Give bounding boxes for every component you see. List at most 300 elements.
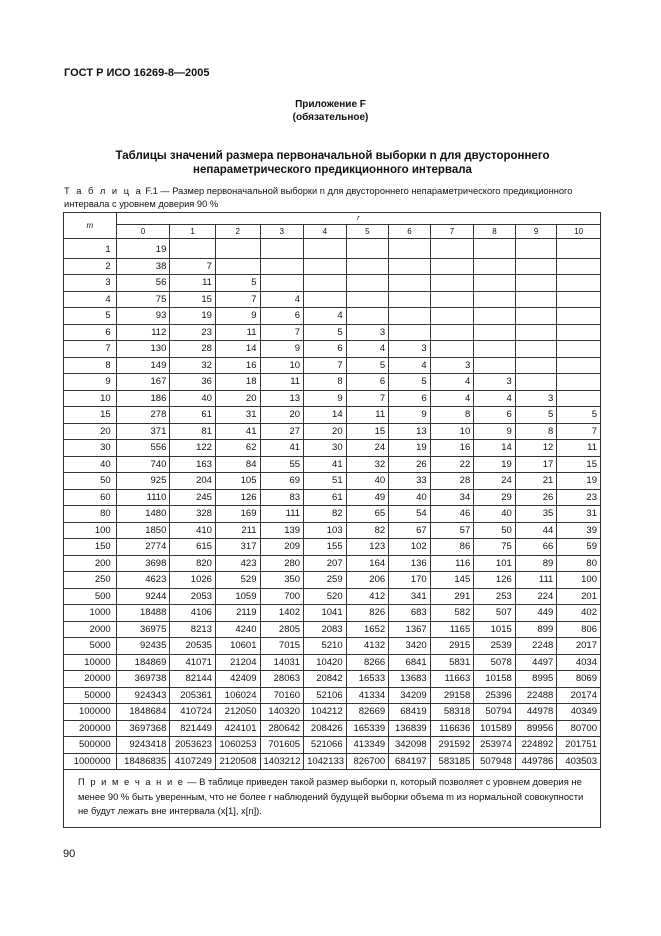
table-cell: 165339 xyxy=(346,720,389,737)
table-cell: 10 xyxy=(260,357,304,374)
table-cell: 4497 xyxy=(515,654,557,671)
table-row xyxy=(64,621,601,638)
section-title-line-1: Таблицы значений размера первоначальной выборки n для двустороннего xyxy=(115,150,550,162)
table-cell: 449 xyxy=(515,605,557,622)
table-cell: 92435 xyxy=(116,638,170,655)
table-cell: 341 xyxy=(389,588,431,605)
table-cell: 4106 xyxy=(170,605,216,622)
table-cell: 4 xyxy=(430,390,474,407)
table-cell xyxy=(474,291,516,308)
table-cell: 280642 xyxy=(260,720,304,737)
table-cell: 6 xyxy=(389,390,431,407)
table-cell xyxy=(346,239,389,259)
table-cell xyxy=(557,341,601,358)
table-cell xyxy=(557,239,601,259)
table-cell: 104212 xyxy=(304,704,347,721)
table-cell: 126 xyxy=(474,572,516,589)
row-label-m: 2 xyxy=(64,258,117,275)
column-header: 5 xyxy=(346,225,389,239)
table-cell: 4 xyxy=(389,357,431,374)
row-label-m: 80 xyxy=(64,506,117,523)
table-cell: 89 xyxy=(515,555,557,572)
table-cell: 93 xyxy=(116,308,170,325)
table-cell: 11 xyxy=(346,407,389,424)
table-cell: 35 xyxy=(515,506,557,523)
table-cell xyxy=(515,341,557,358)
table-cell: 3698 xyxy=(116,555,170,572)
table-cell: 683 xyxy=(389,605,431,622)
table-cell: 328 xyxy=(170,506,216,523)
row-label-m: 250 xyxy=(64,572,117,589)
caption-text: F.1 — Размер первоначальной выборки n для двустороннего непараметрического предикционного интервала с уровнем доверия 90 % xyxy=(64,186,573,209)
table-cell: 259 xyxy=(304,572,347,589)
table-cell: 130 xyxy=(116,341,170,358)
table-cell xyxy=(346,258,389,275)
row-label-m: 9 xyxy=(64,374,117,391)
table-cell: 116 xyxy=(430,555,474,572)
table-cell: 15 xyxy=(557,456,601,473)
table-cell: 170 xyxy=(389,572,431,589)
table-cell: 899 xyxy=(515,621,557,638)
table-cell: 449786 xyxy=(515,753,557,770)
table-cell: 82669 xyxy=(346,704,389,721)
table-cell: 6 xyxy=(346,374,389,391)
column-header: 7 xyxy=(430,225,474,239)
table-cell: 122 xyxy=(170,440,216,457)
table-row xyxy=(64,456,601,473)
table-cell: 9 xyxy=(260,341,304,358)
table-cell: 11663 xyxy=(430,671,474,688)
table-cell: 8069 xyxy=(557,671,601,688)
table-cell: 14 xyxy=(474,440,516,457)
table-cell: 34 xyxy=(430,489,474,506)
table-cell: 211 xyxy=(215,522,260,539)
table-cell: 101 xyxy=(474,555,516,572)
table-cell: 100 xyxy=(557,572,601,589)
table-cell: 19 xyxy=(170,308,216,325)
table-row xyxy=(64,522,601,539)
table-cell: 31 xyxy=(557,506,601,523)
note-label: П р и м е ч а н и е xyxy=(78,776,185,787)
table-cell: 278 xyxy=(116,407,170,424)
table-cell xyxy=(389,324,431,341)
table-cell: 582 xyxy=(430,605,474,622)
table-cell: 826 xyxy=(346,605,389,622)
table-cell: 20535 xyxy=(170,638,216,655)
document-header: ГОСТ Р ИСО 16269-8—2005 xyxy=(64,67,210,79)
table-cell xyxy=(430,291,474,308)
table-cell xyxy=(260,239,304,259)
table-cell: 34209 xyxy=(389,687,431,704)
table-row xyxy=(64,753,601,770)
table-cell: 49 xyxy=(346,489,389,506)
table-cell: 23 xyxy=(557,489,601,506)
column-header: 2 xyxy=(215,225,260,239)
column-header: 10 xyxy=(557,225,601,239)
table-row xyxy=(64,555,601,572)
row-label-m: 5 xyxy=(64,308,117,325)
table-cell xyxy=(515,258,557,275)
table-cell: 40 xyxy=(389,489,431,506)
table-cell: 6841 xyxy=(389,654,431,671)
table-cell: 20842 xyxy=(304,671,347,688)
table-cell: 167 xyxy=(116,374,170,391)
row-label-m: 4 xyxy=(64,291,117,308)
table-cell xyxy=(430,324,474,341)
table-cell: 24 xyxy=(474,473,516,490)
table-cell: 2053 xyxy=(170,588,216,605)
row-label-m: 1000000 xyxy=(64,753,117,770)
table-cell: 9243418 xyxy=(116,737,170,754)
table-cell: 102 xyxy=(389,539,431,556)
table-cell: 212050 xyxy=(215,704,260,721)
table-note xyxy=(63,770,601,828)
table-cell: 23 xyxy=(170,324,216,341)
table-cell: 22 xyxy=(430,456,474,473)
table-cell: 556 xyxy=(116,440,170,457)
table-cell xyxy=(389,258,431,275)
table-cell: 123 xyxy=(346,539,389,556)
table-cell: 51 xyxy=(304,473,347,490)
table-cell: 6 xyxy=(260,308,304,325)
table-cell: 82144 xyxy=(170,671,216,688)
table-cell: 684197 xyxy=(389,753,431,770)
table-cell: 5078 xyxy=(474,654,516,671)
table-cell: 7 xyxy=(304,357,347,374)
table-cell xyxy=(474,239,516,259)
table-cell: 15 xyxy=(170,291,216,308)
table-cell: 149 xyxy=(116,357,170,374)
table-cell: 28063 xyxy=(260,671,304,688)
table-row xyxy=(64,605,601,622)
table-cell: 371 xyxy=(116,423,170,440)
table-cell: 3420 xyxy=(389,638,431,655)
table-cell: 3697368 xyxy=(116,720,170,737)
table-cell: 7015 xyxy=(260,638,304,655)
table-cell xyxy=(515,308,557,325)
table-cell xyxy=(474,357,516,374)
table-cell: 19 xyxy=(474,456,516,473)
table-row xyxy=(64,407,601,424)
table-cell: 701605 xyxy=(260,737,304,754)
table-cell: 32 xyxy=(346,456,389,473)
table-row xyxy=(64,489,601,506)
table-cell: 9 xyxy=(389,407,431,424)
table-cell: 16 xyxy=(430,440,474,457)
row-label-m: 100000 xyxy=(64,704,117,721)
table-cell: 9244 xyxy=(116,588,170,605)
table-cell: 4034 xyxy=(557,654,601,671)
table-cell: 116636 xyxy=(430,720,474,737)
table-cell: 10601 xyxy=(215,638,260,655)
table-cell: 13 xyxy=(260,390,304,407)
table-cell: 1060253 xyxy=(215,737,260,754)
table-cell: 155 xyxy=(304,539,347,556)
table-cell: 40349 xyxy=(557,704,601,721)
table-cell xyxy=(304,258,347,275)
table-cell: 58318 xyxy=(430,704,474,721)
table-cell: 507 xyxy=(474,605,516,622)
table-cell: 208426 xyxy=(304,720,347,737)
table-row xyxy=(64,258,601,275)
table-cell: 56 xyxy=(116,275,170,292)
table-cell: 10158 xyxy=(474,671,516,688)
table-cell: 253974 xyxy=(474,737,516,754)
table-cell: 5831 xyxy=(430,654,474,671)
table-cell: 41 xyxy=(260,440,304,457)
table-cell: 224892 xyxy=(515,737,557,754)
table-cell: 40 xyxy=(474,506,516,523)
table-cell: 50 xyxy=(474,522,516,539)
table-cell: 1042133 xyxy=(304,753,347,770)
table-cell: 40 xyxy=(346,473,389,490)
appendix-heading xyxy=(0,98,661,124)
section-title-line-2: непараметрического предикционного интервала xyxy=(193,164,472,176)
caption-label: Т а б л и ц а xyxy=(64,186,143,196)
table-row xyxy=(64,720,601,737)
table-cell: 2120508 xyxy=(215,753,260,770)
table-cell xyxy=(515,275,557,292)
table-cell: 62 xyxy=(215,440,260,457)
table-row xyxy=(64,572,601,589)
appendix-subtitle: (обязательное) xyxy=(292,112,369,123)
column-header: 1 xyxy=(170,225,216,239)
table-cell: 403503 xyxy=(557,753,601,770)
table-cell: 4 xyxy=(474,390,516,407)
appendix-title: Приложение F xyxy=(295,99,366,110)
table-cell xyxy=(430,258,474,275)
table-row xyxy=(64,357,601,374)
table-cell xyxy=(215,239,260,259)
table-cell: 369738 xyxy=(116,671,170,688)
table-cell: 924343 xyxy=(116,687,170,704)
table-row xyxy=(64,423,601,440)
table-cell: 8 xyxy=(304,374,347,391)
table-cell: 14031 xyxy=(260,654,304,671)
table-cell: 521066 xyxy=(304,737,347,754)
table-cell: 59 xyxy=(557,539,601,556)
table-cell: 3 xyxy=(389,341,431,358)
table-cell: 740 xyxy=(116,456,170,473)
table-cell: 18 xyxy=(215,374,260,391)
table-cell: 81 xyxy=(170,423,216,440)
table-cell: 4 xyxy=(260,291,304,308)
table-cell: 28 xyxy=(170,341,216,358)
table-row xyxy=(64,440,601,457)
table-cell: 10 xyxy=(430,423,474,440)
table-cell: 184869 xyxy=(116,654,170,671)
row-label-m: 3 xyxy=(64,275,117,292)
table-cell: 1367 xyxy=(389,621,431,638)
table-cell: 68419 xyxy=(389,704,431,721)
table-cell: 22488 xyxy=(515,687,557,704)
row-label-m: 200 xyxy=(64,555,117,572)
table-cell: 36975 xyxy=(116,621,170,638)
table-cell: 4132 xyxy=(346,638,389,655)
table-cell: 8 xyxy=(515,423,557,440)
table-cell: 46 xyxy=(430,506,474,523)
table-cell: 20 xyxy=(260,407,304,424)
table-cell xyxy=(557,275,601,292)
table-cell: 291 xyxy=(430,588,474,605)
table-cell: 4240 xyxy=(215,621,260,638)
page-number: 90 xyxy=(63,848,76,860)
table-cell: 84 xyxy=(215,456,260,473)
table-cell: 38 xyxy=(116,258,170,275)
table-cell: 5 xyxy=(215,275,260,292)
table-cell: 8 xyxy=(430,407,474,424)
table-cell: 2539 xyxy=(474,638,516,655)
table-cell: 75 xyxy=(474,539,516,556)
note-text: — В таблице приведен такой размер выборки n, который позволяет с уровнем доверия не менее 90 % быть уверенным, что не более r наблюдений будущей выборки объема m из нормальной совокупности не будут лежать вне интервала (x[1], x[n]). xyxy=(78,776,584,816)
table-cell: 280 xyxy=(260,555,304,572)
table-cell xyxy=(430,341,474,358)
table-cell: 8995 xyxy=(515,671,557,688)
table-cell: 33 xyxy=(389,473,431,490)
table-cell: 21204 xyxy=(215,654,260,671)
table-cell: 4623 xyxy=(116,572,170,589)
table-cell: 201751 xyxy=(557,737,601,754)
row-label-m: 150 xyxy=(64,539,117,556)
table-cell: 7 xyxy=(557,423,601,440)
table-cell: 2774 xyxy=(116,539,170,556)
table-cell: 1026 xyxy=(170,572,216,589)
table-cell: 186 xyxy=(116,390,170,407)
column-header: 0 xyxy=(116,225,170,239)
table-cell: 204 xyxy=(170,473,216,490)
table-cell: 111 xyxy=(260,506,304,523)
table-cell: 1652 xyxy=(346,621,389,638)
table-cell: 55 xyxy=(260,456,304,473)
table-cell: 136 xyxy=(389,555,431,572)
table-cell: 11 xyxy=(215,324,260,341)
table-cell xyxy=(474,275,516,292)
table-cell: 75 xyxy=(116,291,170,308)
table-cell xyxy=(170,239,216,259)
table-cell xyxy=(474,341,516,358)
table-cell: 3 xyxy=(430,357,474,374)
row-label-m: 30 xyxy=(64,440,117,457)
row-label-m: 200000 xyxy=(64,720,117,737)
table-cell: 140320 xyxy=(260,704,304,721)
row-label-m: 100 xyxy=(64,522,117,539)
table-cell: 410 xyxy=(170,522,216,539)
table-cell: 206 xyxy=(346,572,389,589)
table-cell: 103 xyxy=(304,522,347,539)
table-cell xyxy=(430,275,474,292)
table-row xyxy=(64,539,601,556)
table-cell: 5 xyxy=(389,374,431,391)
column-header: 6 xyxy=(389,225,431,239)
table-row xyxy=(64,588,601,605)
table-row xyxy=(64,275,601,292)
table-cell: 2248 xyxy=(515,638,557,655)
table-cell: 2053623 xyxy=(170,737,216,754)
table-cell: 30 xyxy=(304,440,347,457)
column-header-row xyxy=(64,225,601,239)
table-cell: 8266 xyxy=(346,654,389,671)
table-cell: 32 xyxy=(170,357,216,374)
row-label-m: 10000 xyxy=(64,654,117,671)
table-cell: 8213 xyxy=(170,621,216,638)
table-cell: 69 xyxy=(260,473,304,490)
table-cell: 820 xyxy=(170,555,216,572)
table-cell: 507948 xyxy=(474,753,516,770)
table-cell: 583185 xyxy=(430,753,474,770)
table-cell: 413349 xyxy=(346,737,389,754)
table-cell: 6 xyxy=(304,341,347,358)
table-cell: 101589 xyxy=(474,720,516,737)
table-row xyxy=(64,654,601,671)
table-cell: 86 xyxy=(430,539,474,556)
table-cell: 41334 xyxy=(346,687,389,704)
table-cell: 20174 xyxy=(557,687,601,704)
table-row xyxy=(64,374,601,391)
table-cell: 3 xyxy=(346,324,389,341)
column-header: 9 xyxy=(515,225,557,239)
table-cell: 25396 xyxy=(474,687,516,704)
section-title xyxy=(60,149,605,177)
table-row xyxy=(64,704,601,721)
table-cell xyxy=(304,239,347,259)
column-header: 3 xyxy=(260,225,304,239)
table-row xyxy=(64,638,601,655)
table-cell: 19 xyxy=(116,239,170,259)
table-cell: 410724 xyxy=(170,704,216,721)
table-cell: 1480 xyxy=(116,506,170,523)
table-cell: 5 xyxy=(557,407,601,424)
table-cell: 26 xyxy=(389,456,431,473)
table-cell: 65 xyxy=(346,506,389,523)
row-label-m: 40 xyxy=(64,456,117,473)
table-cell: 164 xyxy=(346,555,389,572)
table-cell: 7 xyxy=(346,390,389,407)
row-label-m: 60 xyxy=(64,489,117,506)
table-cell: 209 xyxy=(260,539,304,556)
table-cell: 18486835 xyxy=(116,753,170,770)
row-label-m: 500000 xyxy=(64,737,117,754)
table-cell: 520 xyxy=(304,588,347,605)
table-cell: 67 xyxy=(389,522,431,539)
table-cell: 1015 xyxy=(474,621,516,638)
table-cell: 61 xyxy=(304,489,347,506)
table-cell: 925 xyxy=(116,473,170,490)
table-cell: 2119 xyxy=(215,605,260,622)
table-cell: 39 xyxy=(557,522,601,539)
table-cell: 2083 xyxy=(304,621,347,638)
table-cell: 136839 xyxy=(389,720,431,737)
table-cell: 1848684 xyxy=(116,704,170,721)
table-row xyxy=(64,687,601,704)
table-cell xyxy=(430,308,474,325)
column-header: 8 xyxy=(474,225,516,239)
table-cell: 29158 xyxy=(430,687,474,704)
table-cell: 14 xyxy=(215,341,260,358)
row-label-m: 500 xyxy=(64,588,117,605)
table-cell: 5 xyxy=(515,407,557,424)
table-cell: 16 xyxy=(215,357,260,374)
row-label-m: 50 xyxy=(64,473,117,490)
table-cell: 806 xyxy=(557,621,601,638)
table-cell: 700 xyxy=(260,588,304,605)
table-cell: 1059 xyxy=(215,588,260,605)
table-cell: 10420 xyxy=(304,654,347,671)
table-cell xyxy=(260,275,304,292)
table-row xyxy=(64,308,601,325)
row-label-m: 15 xyxy=(64,407,117,424)
table-cell xyxy=(389,291,431,308)
table-cell: 80 xyxy=(557,555,601,572)
